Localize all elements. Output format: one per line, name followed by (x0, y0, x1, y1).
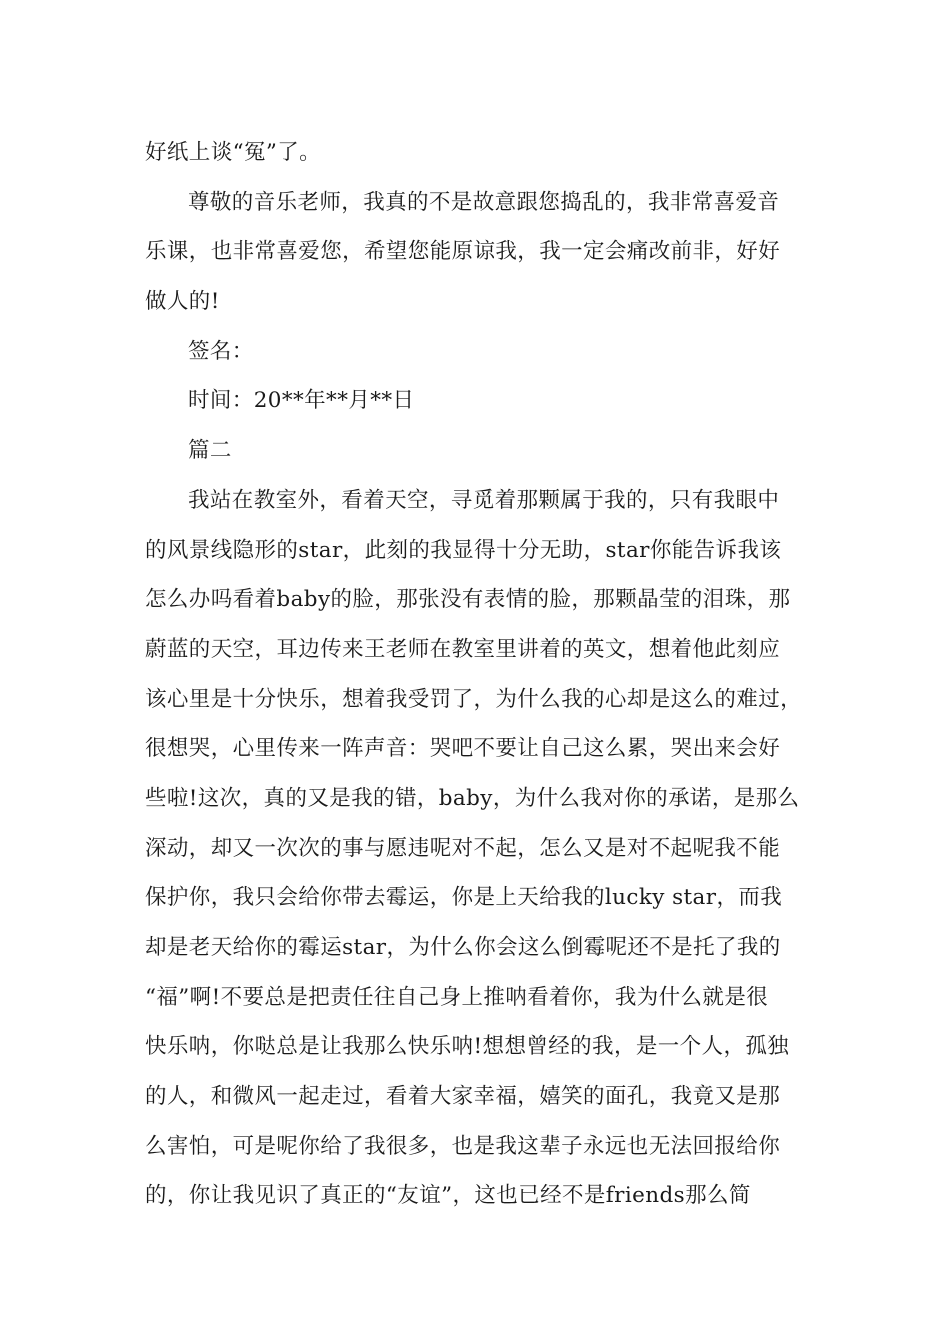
text-line-16: 保护你，我只会给你带去霉运，你是上天给我的lucky star，而我 (145, 885, 783, 911)
text-line-21: 么害怕，可是呢你给了我很多，也是我这辈子永远也无法回报给你 (145, 1133, 781, 1159)
text-line-9: 的风景线隐形的star，此刻的我显得十分无助，star你能告诉我该 (145, 537, 782, 563)
text-line-8: 我站在教室外，看着天空，寻觅着那颗属于我的，只有我眼中 (188, 487, 780, 513)
section-heading: 篇二 (188, 438, 232, 464)
text-line-18: “福”啊!不要总是把责任往自己身上推呐看着你，我为什么就是很 (145, 984, 769, 1010)
date-line: 时间：20**年**月**日 (188, 388, 415, 414)
text-line-19: 快乐呐，你哒总是让我那么快乐呐!想想曾经的我，是一个人，孤独 (145, 1034, 790, 1060)
text-line-11: 蔚蓝的天空，耳边传来王老师在教室里讲着的英文，想着他此刻应 (145, 636, 781, 662)
text-line-3: 乐课，也非常喜爱您，希望您能原谅我，我一定会痛改前非，好好 (145, 239, 781, 265)
text-line-17: 却是老天给你的霉运star，为什么你会这么倒霉呢还不是托了我的 (145, 935, 781, 960)
signature-label: 签名： (188, 338, 254, 364)
document-body (145, 128, 825, 1221)
text-line-4: 做人的! (145, 289, 220, 315)
text-line-10: 怎么办吗看着baby的脸，那张没有表情的脸，那颗晶莹的泪珠，那 (145, 587, 791, 613)
text-line-12: 该心里是十分快乐，想着我受罚了，为什么我的心却是这么的难过， (145, 686, 803, 712)
text-line-14: 些啦!这次，真的又是我的错，baby，为什么我对你的承诺，是那么 (145, 785, 800, 811)
text-line-13: 很想哭，心里传来一阵声音：哭吧不要让自己这么累，哭出来会好 (145, 736, 781, 762)
text-line-2: 尊敬的音乐老师，我真的不是故意跟您捣乱的，我非常喜爱音 (188, 189, 780, 215)
text-line-15: 深动，却又一次次的事与愿违呢对不起，怎么又是对不起呢我不能 (145, 835, 781, 861)
text-line-22: 的，你让我见识了真正的“友谊”，这也已经不是friends那么简 (145, 1183, 751, 1209)
text-line-20: 的人，和微风一起走过，看着大家幸福，嬉笑的面孔，我竟又是那 (145, 1084, 781, 1110)
text-line-1: 好纸上谈“冤”了。 (145, 140, 322, 165)
